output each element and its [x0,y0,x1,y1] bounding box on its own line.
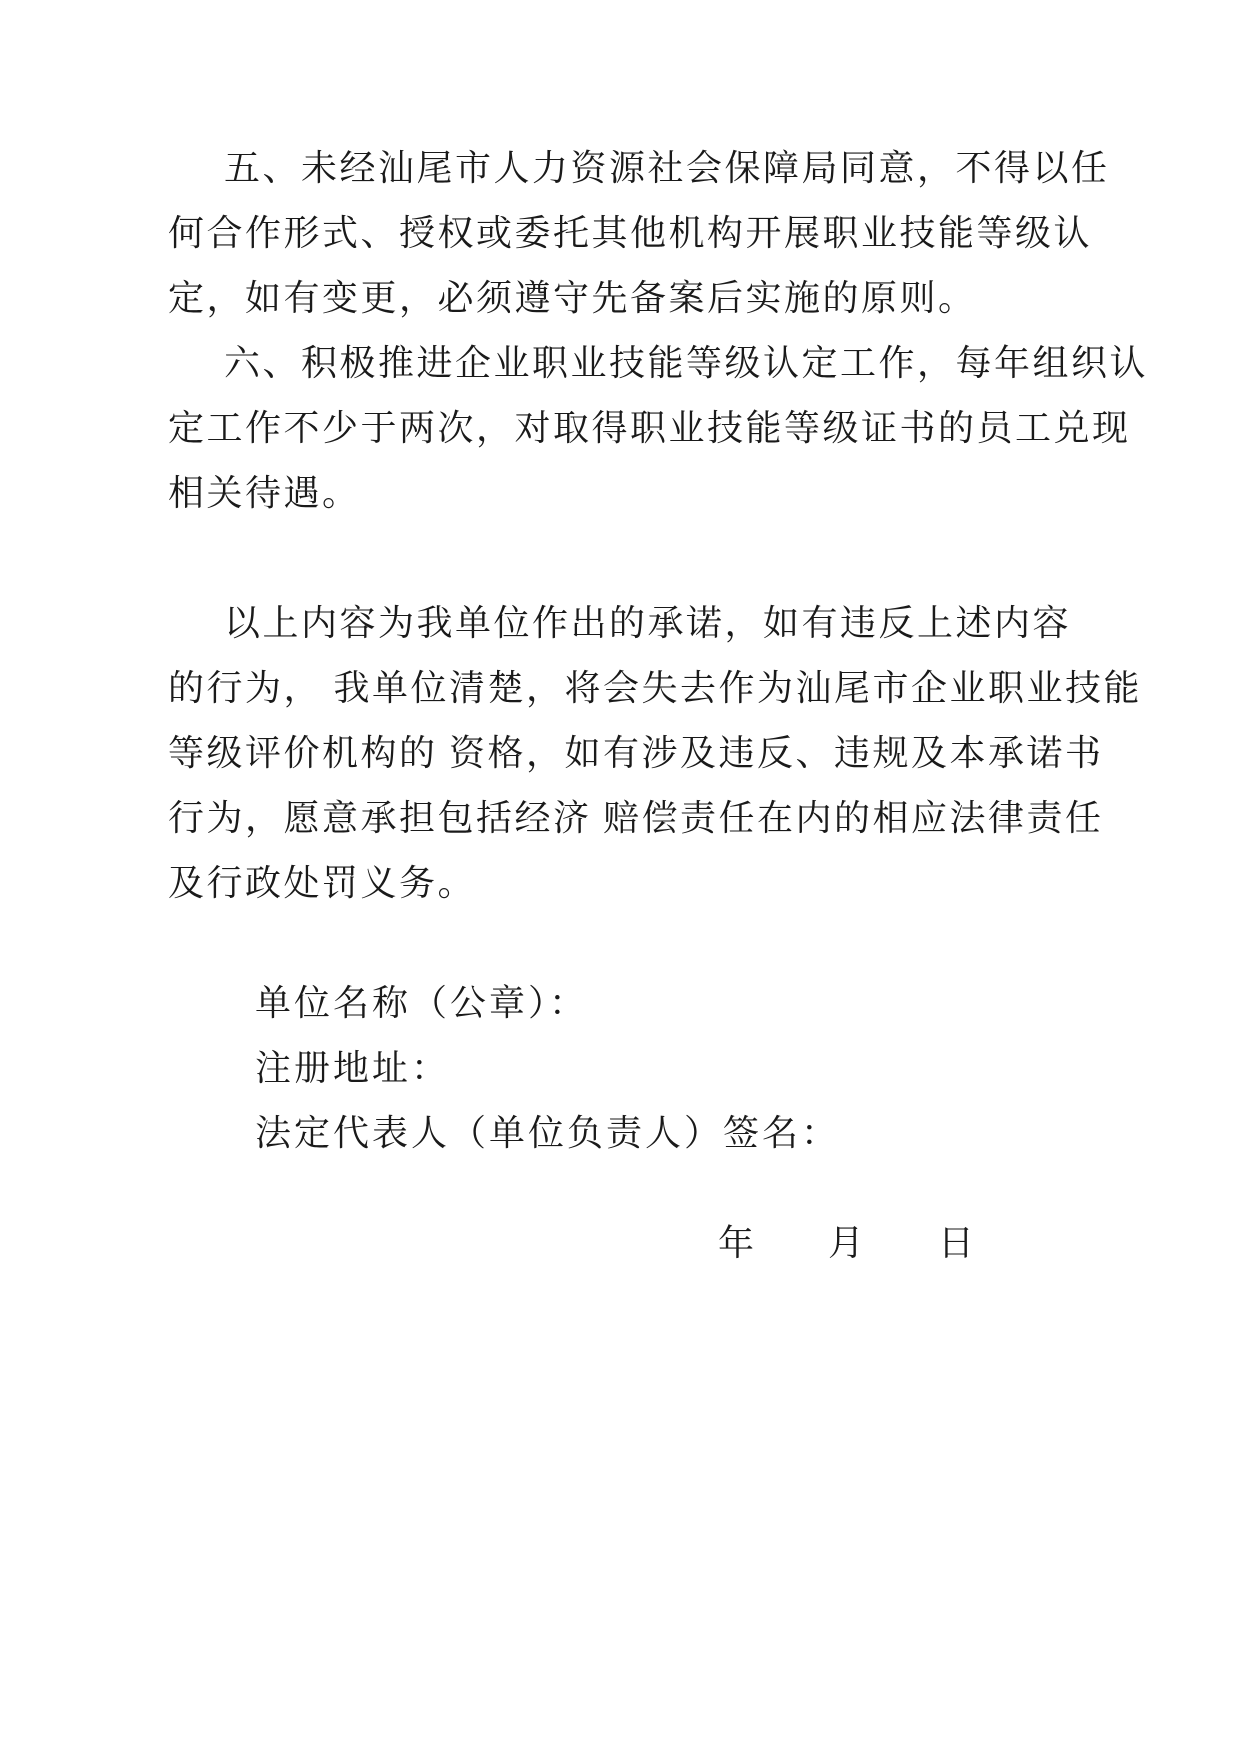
text-line: 相关待遇。 [168,473,361,513]
text-line: 的行为， 我单位清楚，将会失去作为汕尾市企业职业技能 [168,668,1143,708]
paragraph-clause-6 [168,331,1149,526]
legal-representative-signature-label: 法定代表人（单位负责人）签名： [255,1113,841,1153]
paragraph-commitment-statement [168,591,1143,916]
signature-block [168,971,1073,1166]
document-body [168,136,1149,1276]
paragraph-clause-5 [168,136,1110,331]
text-line: 五、未经汕尾市人力资源社会保障局同意，不得以任 [224,148,1110,188]
date-line [718,1211,1073,1276]
day-label: 日 [938,1223,975,1263]
paragraph-spacer [168,526,1073,591]
text-line: 定，如有变更，必须遵守先备案后实施的原则。 [168,278,977,318]
unit-name-label: 单位名称（公章）： [255,983,589,1023]
month-label: 月 [828,1223,865,1263]
text-line: 定工作不少于两次，对取得职业技能等级证书的员工兑现 [168,408,1131,448]
text-line: 六、积极推进企业职业技能等级认定工作，每年组织认 [224,343,1149,383]
text-line: 及行政处罚义务。 [168,863,477,903]
text-line: 何合作形式、授权或委托其他机构开展职业技能等级认 [168,213,1093,253]
registered-address-label: 注册地址： [255,1048,451,1088]
year-label: 年 [718,1223,755,1263]
text-line: 等级评价机构的 资格，如有涉及违反、违规及本承诺书 [168,733,1104,773]
text-line: 以上内容为我单位作出的承诺，如有违反上述内容 [224,603,1072,643]
text-line: 行为，愿意承担包括经济 赔偿责任在内的相应法律责任 [168,798,1104,838]
